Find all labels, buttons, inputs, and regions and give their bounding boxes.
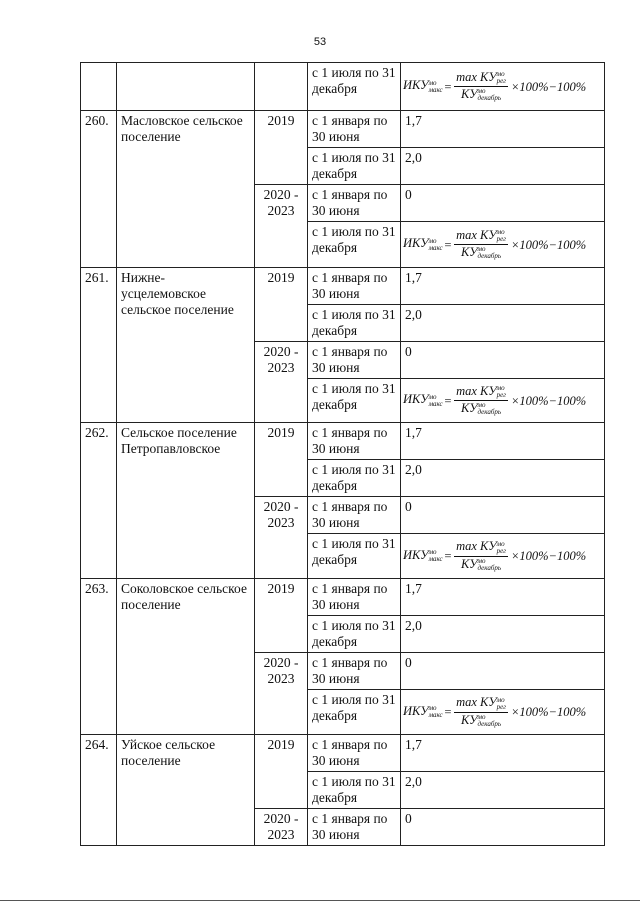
table-row [81,268,605,305]
settlement-name: Сельское поселение Петропавловское [117,423,255,579]
period-cell: с 1 июля по 31 декабря [308,772,401,809]
table-body [81,63,605,846]
formula-denominator: КУ мо декабрь [460,556,502,572]
year-cell: 2020 - 2023 [255,653,308,735]
settlement-name: Масловское сельское поселение [117,111,255,268]
value-cell: 0 [401,809,605,846]
period-cell: с 1 июля по 31 декабря [308,460,401,497]
formula-lhs-sup: мо [428,236,437,245]
formula-numerator: max КУ мо рег [456,695,506,711]
table-row [81,111,605,148]
index-formula: ИКУ мо макс = max КУ мо рег КУ мо декабрь ×100%−100% [403,383,587,417]
period-cell: с 1 июля по 31 декабря [308,534,401,579]
table-row [81,63,605,111]
value-cell: 0 [401,653,605,690]
index-formula: ИКУ мо макс = max КУ мо рег КУ мо декабрь ×100%−100% [403,227,587,261]
formula-cell [401,379,605,423]
formula-lhs: ИКУ мо макс [403,236,443,252]
period-cell: с 1 января по 30 июня [308,268,401,305]
table-row [81,735,605,772]
value-cell: 2,0 [401,616,605,653]
year-cell: 2020 - 2023 [255,342,308,423]
formula-denominator: КУ мо декабрь [460,245,502,261]
formula-lhs: ИКУ мо макс [403,547,443,564]
formula-fraction [454,385,508,416]
period-cell: с 1 января по 30 июня [308,423,401,460]
page-bottom-rule [0,900,640,901]
value-cell: 2,0 [401,148,605,185]
value-cell: 1,7 [401,111,605,148]
table-row [81,579,605,616]
period-cell: с 1 июля по 31 декабря [308,222,401,268]
year-cell: 2020 - 2023 [255,809,308,846]
value-cell: 0 [401,185,605,222]
value-cell: 2,0 [401,305,605,342]
formula-numerator: max КУ мо рег [456,539,506,555]
settlement-name: Нижне-усцелемовское сельское поселение [117,268,255,423]
row-number: 261. [81,268,117,423]
period-cell: с 1 января по 30 июня [308,809,401,846]
formula-lhs: ИКУ мо макс [403,703,443,720]
page-number: 53 [313,36,327,48]
formula-cell [401,690,605,735]
year-cell: 2020 - 2023 [255,497,308,579]
year-cell: 2019 [255,423,308,497]
year-cell [255,63,308,111]
index-formula: ИКУ мо макс = max КУ мо рег КУ мо декабрь ×100%−100% [403,539,587,572]
formula-rest: ×100%−100% [510,237,587,252]
formula-lhs: ИКУ мо макс [403,392,443,408]
settlement-name: Уйское сельское поселение [117,735,255,846]
formula-numerator: max КУ мо рег [456,383,506,399]
index-formula: ИКУ мо макс = max КУ мо рег КУ мо декабрь ×100%−100% [403,69,587,103]
period-cell: с 1 июля по 31 декабря [308,63,401,111]
table-row [81,423,605,460]
formula-lhs-sup: мо [428,392,437,401]
period-cell: с 1 января по 30 июня [308,579,401,616]
period-cell: с 1 июля по 31 декабря [308,616,401,653]
row-number: 264. [81,735,117,846]
formula-rest: ×100%−100% [510,705,587,719]
formula-fraction [454,229,508,260]
formula-cell [401,534,605,579]
formula-denominator: КУ мо декабрь [460,87,502,103]
year-cell: 2019 [255,111,308,185]
value-cell: 0 [401,342,605,379]
formula-fraction [454,696,508,727]
formula-numerator: max КУ мо рег [456,69,506,85]
formula-denominator: КУ мо декабрь [460,401,502,417]
year-cell: 2019 [255,579,308,653]
row-number [81,63,117,111]
index-formula: ИКУ мо макс = max КУ мо рег КУ мо декабрь ×100%−100% [403,695,587,728]
formula-lhs-sub: макс [428,85,443,94]
period-cell: с 1 июля по 31 декабря [308,379,401,423]
formula-lhs: ИКУ мо макс [403,78,443,94]
formula-rest: ×100%−100% [510,549,587,563]
formula-lhs-sub: макс [428,555,443,564]
formula-fraction [454,540,508,571]
period-cell: с 1 января по 30 июня [308,342,401,379]
period-cell: с 1 июля по 31 декабря [308,690,401,735]
formula-cell [401,222,605,268]
period-cell: с 1 января по 30 июня [308,735,401,772]
value-cell: 0 [401,497,605,534]
period-cell: с 1 января по 30 июня [308,111,401,148]
settlement-name: Соколовское сельское поселение [117,579,255,735]
formula-lhs-sub: макс [428,243,443,252]
formula-lhs-sub: макс [428,399,443,408]
settlement-name [117,63,255,111]
period-cell: с 1 января по 30 июня [308,185,401,222]
year-cell: 2020 - 2023 [255,185,308,268]
formula-lhs-sup: мо [428,548,437,557]
formula-lhs-sup: мо [428,704,437,713]
row-number: 262. [81,423,117,579]
formula-rest: ×100%−100% [510,79,587,94]
formula-fraction [454,71,508,102]
value-cell: 1,7 [401,735,605,772]
year-cell: 2019 [255,735,308,809]
value-cell: 1,7 [401,268,605,305]
formula-lhs-sup: мо [428,78,437,87]
value-cell: 2,0 [401,460,605,497]
period-cell: с 1 июля по 31 декабря [308,305,401,342]
formula-lhs-sub: макс [428,711,443,720]
value-cell: 1,7 [401,579,605,616]
formula-numerator: max КУ мо рег [456,227,506,243]
formula-denominator: КУ мо декабрь [460,712,502,728]
formula-rest: ×100%−100% [510,393,587,408]
period-cell: с 1 января по 30 июня [308,497,401,534]
tariff-table [80,62,605,846]
value-cell: 2,0 [401,772,605,809]
period-cell: с 1 июля по 31 декабря [308,148,401,185]
row-number: 263. [81,579,117,735]
row-number: 260. [81,111,117,268]
value-cell: 1,7 [401,423,605,460]
year-cell: 2019 [255,268,308,342]
period-cell: с 1 января по 30 июня [308,653,401,690]
formula-cell [401,63,605,111]
